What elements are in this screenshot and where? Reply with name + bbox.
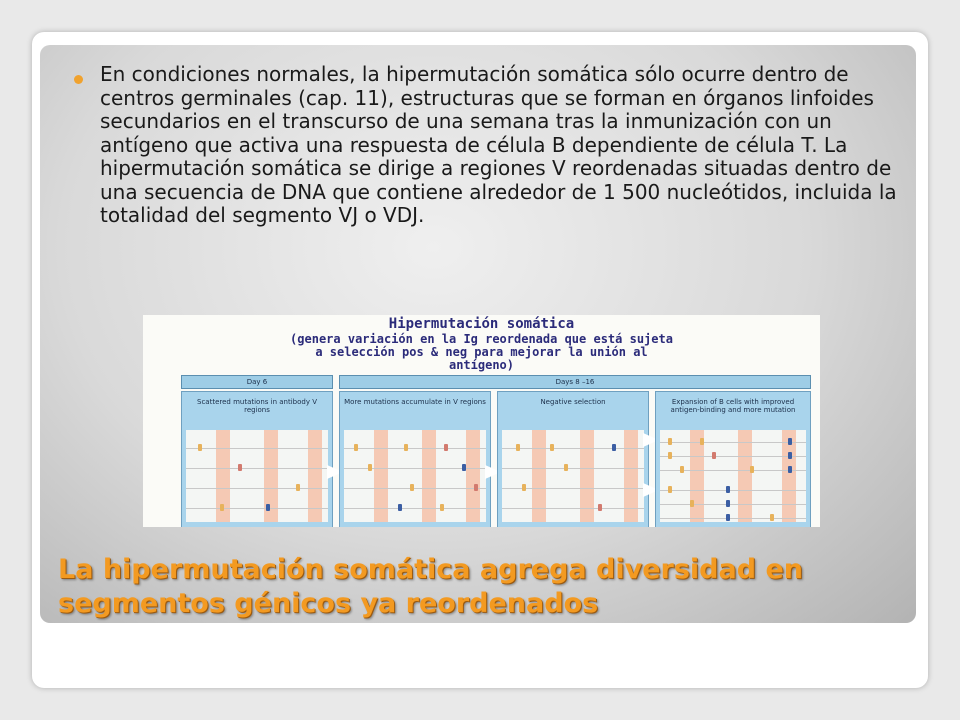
panel-4-label: Expansion of B cells with improved antigen-binding and more mutation — [670, 398, 796, 414]
slide-title: La hipermutación somática agrega diversidad en segmentos génicos ya reordenados — [58, 554, 803, 619]
figure-panel-1 — [181, 391, 333, 527]
bullet-text: En condiciones normales, la hipermutación somática sólo ocurre dentro de centros germinales (cap. 11), estructuras que se forman en órganos linfoides secundarios en el transcurso de una semana tras la inmunización con un antígeno que activa una respuesta de célula B dependiente de célula T. La hipermutación somática se dirige a regiones V reordenadas situadas dentro de una secuencia de DNA que contiene alrededor de 1 500 nucleótidos, incluida la totalidad del segmento VJ o VDJ. — [100, 62, 897, 227]
days-8-16-header: Days 8 –16 — [339, 375, 811, 389]
figure-panel-3 — [497, 391, 649, 527]
hypermutation-figure — [143, 315, 820, 527]
day-6-header: Day 6 — [181, 375, 333, 389]
figure-title: Hipermutación somática — [388, 316, 575, 332]
panel-3-area — [502, 430, 644, 522]
panel-1-area — [186, 430, 328, 522]
figure-panel-4 — [655, 391, 811, 527]
panel-1-label: Scattered mutations in antibody V regions — [197, 398, 317, 414]
bullet-item — [74, 63, 904, 228]
panel-2-label: More mutations accumulate in V regions — [344, 398, 486, 406]
bullet-dot-icon — [74, 75, 83, 84]
figure-subtitle: (genera variación en la Ig reordenada que está sujeta a selección pos & neg para mejorar la unión al antígeno) — [290, 332, 673, 372]
figure-panel-2 — [339, 391, 491, 527]
panel-2-area — [344, 430, 486, 522]
panel-4-area — [660, 430, 806, 522]
content-panel — [40, 45, 916, 623]
panel-3-label: Negative selection — [540, 398, 606, 406]
